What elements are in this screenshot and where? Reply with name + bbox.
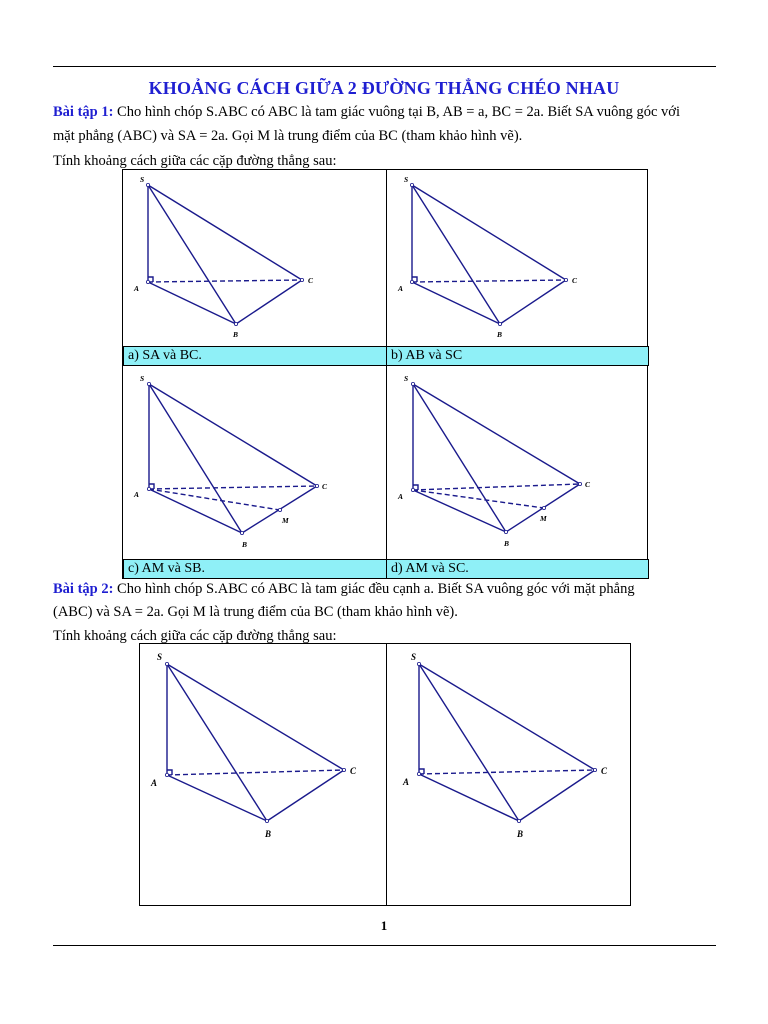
ex1-line3: Tính khoảng cách giữa các cặp đường thẳng sau: [53, 153, 337, 169]
vertex-c-label: C [322, 482, 328, 491]
vertex-s-label: S [157, 652, 163, 662]
page-title: KHOẢNG CÁCH GIỮA 2 ĐƯỜNG THẲNG CHÉO NHAU [148, 78, 620, 98]
figure-c [123, 366, 386, 559]
vertex-c-label: C [350, 766, 357, 776]
vertex-c-label: C [308, 276, 314, 285]
bottom-rule [53, 945, 716, 946]
pyramid-figure [387, 170, 649, 346]
vertex-c-label: C [601, 766, 608, 776]
ex1-label: Bài tập 1: [53, 104, 114, 120]
top-rule [53, 66, 716, 67]
vertex-b-label: B [233, 330, 239, 339]
vertex-b-label: B [242, 540, 248, 549]
figure-a [123, 170, 386, 346]
vertex-a-label: A [134, 284, 140, 293]
caption-c: c) AM và SB. [123, 559, 387, 579]
ex2-figure-grid [139, 643, 631, 906]
vertex-b-label: B [504, 539, 510, 548]
caption-d: d) AM và SC. [386, 559, 649, 579]
figure-ex2-left [140, 644, 386, 907]
vertex-s-label: S [411, 652, 417, 662]
ex2-line1 [53, 577, 716, 601]
figure-ex2-right [387, 644, 632, 907]
vertex-a-label: A [398, 492, 404, 501]
ex1-line1-text: Cho hình chóp S.ABC có ABC là tam giác vuông tại B, AB = a, BC = 2a. Biết SA vuông góc với [117, 104, 680, 120]
pyramid-figure [387, 644, 632, 907]
page-number: 1 [380, 918, 388, 933]
vertex-s-label: S [140, 175, 145, 184]
ex1-figure-grid [122, 169, 648, 579]
vertex-a-label: A [398, 284, 404, 293]
vertex-c-label: C [572, 276, 578, 285]
ex2-line1-text: Cho hình chóp S.ABC có ABC là tam giác đều cạnh a. Biết SA vuông góc với mặt phẳng [117, 581, 635, 597]
vertex-c-label: C [585, 480, 591, 489]
vertex-s-label: S [404, 175, 409, 184]
pyramid-figure [123, 366, 386, 559]
vertex-a-label: A [134, 490, 140, 499]
vertex-s-label: S [140, 374, 145, 383]
vertex-s-label: S [404, 374, 409, 383]
ex2-line3: Tính khoảng cách giữa các cặp đường thẳng sau: [53, 628, 337, 644]
vertex-m-label: M [540, 514, 547, 523]
vertex-b-label: B [497, 330, 503, 339]
vertex-a-label: A [151, 778, 158, 788]
caption-a: a) SA và BC. [123, 346, 387, 366]
ex2-line2: (ABC) và SA = 2a. Gọi M là trung điểm của BC (tham khảo hình vẽ). [53, 604, 458, 620]
pyramid-figure [387, 366, 649, 559]
ex2-label: Bài tập 2: [53, 581, 114, 597]
ex1-line1 [53, 100, 716, 124]
vertex-b-label: B [517, 829, 524, 839]
vertex-m-label: M [282, 516, 289, 525]
ex1-line2: mặt phẳng (ABC) và SA = 2a. Gọi M là trung điểm của BC (tham khảo hình vẽ). [53, 128, 523, 144]
pyramid-figure [123, 170, 386, 346]
caption-b: b) AB và SC [386, 346, 649, 366]
pyramid-figure [140, 644, 386, 907]
vertex-b-label: B [265, 829, 272, 839]
figure-d [387, 366, 649, 559]
vertex-a-label: A [403, 777, 410, 787]
figure-b [387, 170, 649, 346]
